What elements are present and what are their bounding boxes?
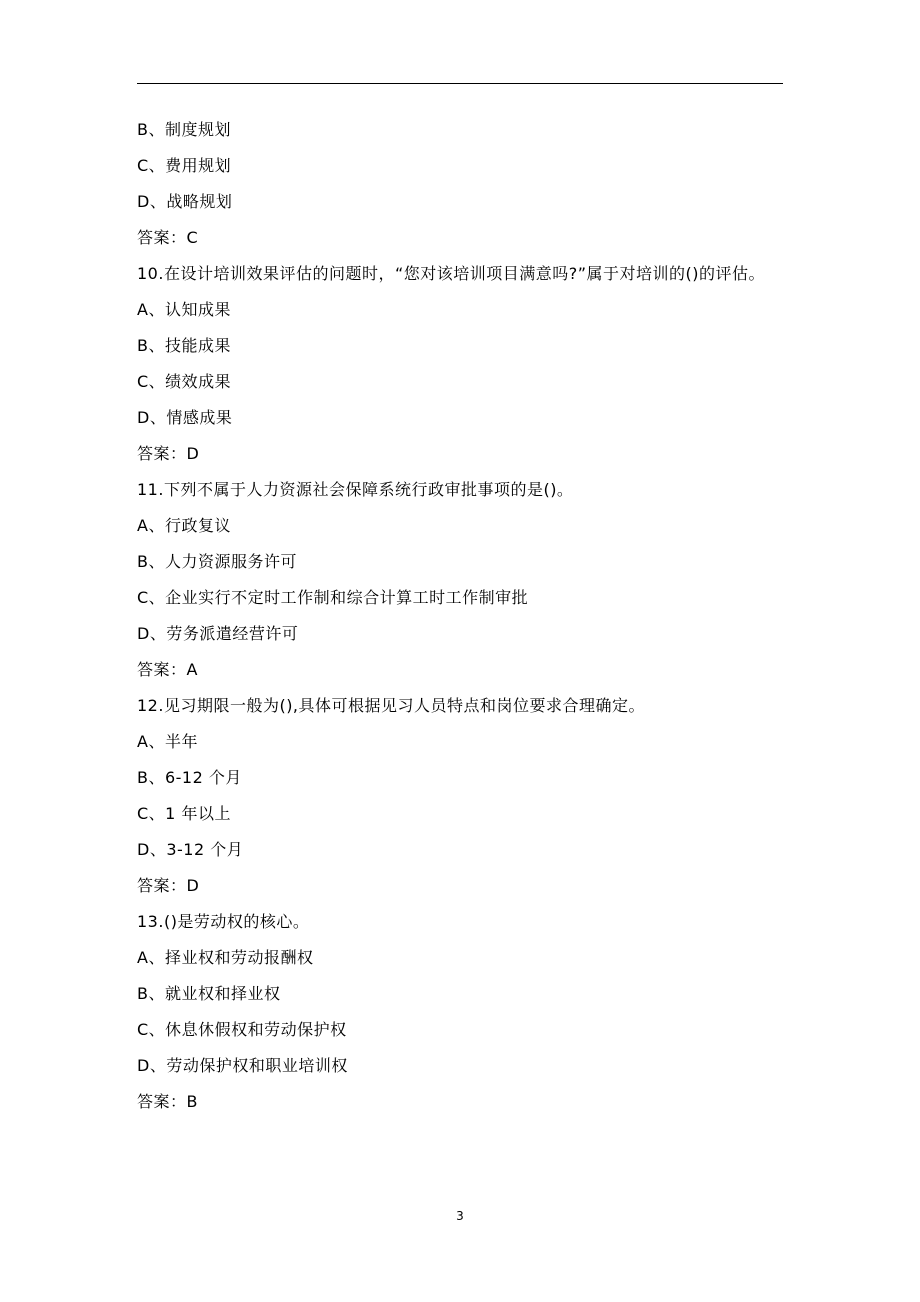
page-content xyxy=(137,112,787,1120)
option-b: B、6-12 个月 xyxy=(137,768,242,787)
option-d: D、劳动保护权和职业培训权 xyxy=(137,1056,348,1075)
question-11 xyxy=(137,472,787,688)
option-c: C、绩效成果 xyxy=(137,372,232,391)
option-c: C、休息休假权和劳动保护权 xyxy=(137,1020,347,1039)
question-12 xyxy=(137,688,787,904)
question-13 xyxy=(137,904,787,1120)
option-a: A、择业权和劳动报酬权 xyxy=(137,948,314,967)
header-rule xyxy=(137,83,783,84)
option-d: D、情感成果 xyxy=(137,408,233,427)
question-stem: 10.在设计培训效果评估的问题时，“您对该培训项目满意吗?”属于对培训的()的评估。 xyxy=(137,264,766,283)
option-c: C、企业实行不定时工作制和综合计算工时工作制审批 xyxy=(137,588,529,607)
answer: 答案：D xyxy=(137,444,200,463)
option-b: B、技能成果 xyxy=(137,336,231,355)
question-stem: 13.()是劳动权的核心。 xyxy=(137,912,310,931)
question-stem: 12.见习期限一般为(),具体可根据见习人员特点和岗位要求合理确定。 xyxy=(137,696,646,715)
option-b: B、制度规划 xyxy=(137,120,231,139)
question-10 xyxy=(137,256,787,472)
answer: 答案：D xyxy=(137,876,200,895)
question-9-tail xyxy=(137,112,787,256)
page-number: 3 xyxy=(456,1209,464,1223)
option-b: B、就业权和择业权 xyxy=(137,984,281,1003)
option-a: A、认知成果 xyxy=(137,300,231,319)
option-c: C、1 年以上 xyxy=(137,804,231,823)
option-d: D、战略规划 xyxy=(137,192,233,211)
option-a: A、行政复议 xyxy=(137,516,231,535)
option-c: C、费用规划 xyxy=(137,156,232,175)
answer: 答案：B xyxy=(137,1092,198,1111)
option-b: B、人力资源服务许可 xyxy=(137,552,297,571)
option-d: D、3-12 个月 xyxy=(137,840,244,859)
answer: 答案：C xyxy=(137,228,199,247)
answer: 答案：A xyxy=(137,660,198,679)
question-stem: 11.下列不属于人力资源社会保障系统行政审批事项的是()。 xyxy=(137,480,574,499)
option-d: D、劳务派遣经营许可 xyxy=(137,624,299,643)
option-a: A、半年 xyxy=(137,732,198,751)
